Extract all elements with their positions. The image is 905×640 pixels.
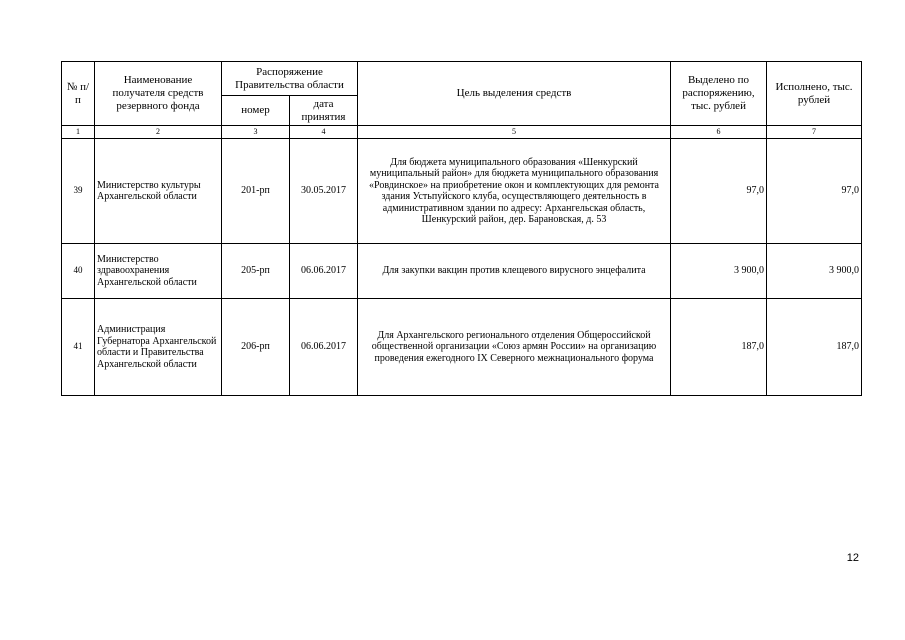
row-order-date: 06.06.2017: [290, 244, 358, 299]
header-executed: Исполнено, тыс. рублей: [767, 62, 862, 126]
row-order-date: 06.06.2017: [290, 299, 358, 396]
row-executed: 187,0: [767, 299, 862, 396]
column-number: 1: [62, 126, 95, 139]
column-number: 5: [358, 126, 671, 139]
header-num: № п/п: [62, 62, 95, 126]
table-row: [62, 244, 862, 299]
column-number: 4: [290, 126, 358, 139]
reserve-fund-table: [61, 61, 862, 396]
row-order-number: 206-рп: [222, 299, 290, 396]
column-number-row: [62, 126, 862, 139]
row-order-number: 205-рп: [222, 244, 290, 299]
row-purpose: Для закупки вакцин против клещевого вирусного энцефалита: [358, 244, 671, 299]
row-purpose: Для Архангельского регионального отделения Общероссийской общественной организации «Союз армян России» на организацию проведения ежегодного IX Северного межнационального форума: [358, 299, 671, 396]
table-row: [62, 139, 862, 244]
column-number: 2: [95, 126, 222, 139]
column-number: 7: [767, 126, 862, 139]
page-number: 12: [846, 552, 859, 564]
header-order-group: Распоряжение Правительства области: [222, 62, 358, 96]
row-executed: 3 900,0: [767, 244, 862, 299]
row-num: 39: [62, 139, 95, 244]
header-order-date: дата принятия: [290, 96, 358, 126]
row-num: 41: [62, 299, 95, 396]
row-allocated: 97,0: [671, 139, 767, 244]
row-order-date: 30.05.2017: [290, 139, 358, 244]
row-allocated: 187,0: [671, 299, 767, 396]
header-row: [62, 62, 862, 96]
row-order-number: 201-рп: [222, 139, 290, 244]
row-purpose: Для бюджета муниципального образования «Шенкурский муниципальный район» для бюджета муниципального образования «Ровдинское» на приобретение окон и комплектующих для ремонта здания Устьпуйского клуба, осуществляющего деятельность в административном здании по адресу: Архангельская область, Шенкурский район, дер. Барановская, д. 53: [358, 139, 671, 244]
header-allocated: Выделено по распоряжению, тыс. рублей: [671, 62, 767, 126]
header-order-number: номер: [222, 96, 290, 126]
column-number: 6: [671, 126, 767, 139]
row-executed: 97,0: [767, 139, 862, 244]
row-recipient: Министерство культуры Архангельской области: [95, 139, 222, 244]
row-allocated: 3 900,0: [671, 244, 767, 299]
table-row: [62, 299, 862, 396]
row-num: 40: [62, 244, 95, 299]
header-recipient: Наименование получателя средств резервного фонда: [95, 62, 222, 126]
row-recipient: Министерство здравоохранения Архангельской области: [95, 244, 222, 299]
row-recipient: Администрация Губернатора Архангельской области и Правительства Архангельской области: [95, 299, 222, 396]
header-purpose: Цель выделения средств: [358, 62, 671, 126]
column-number: 3: [222, 126, 290, 139]
